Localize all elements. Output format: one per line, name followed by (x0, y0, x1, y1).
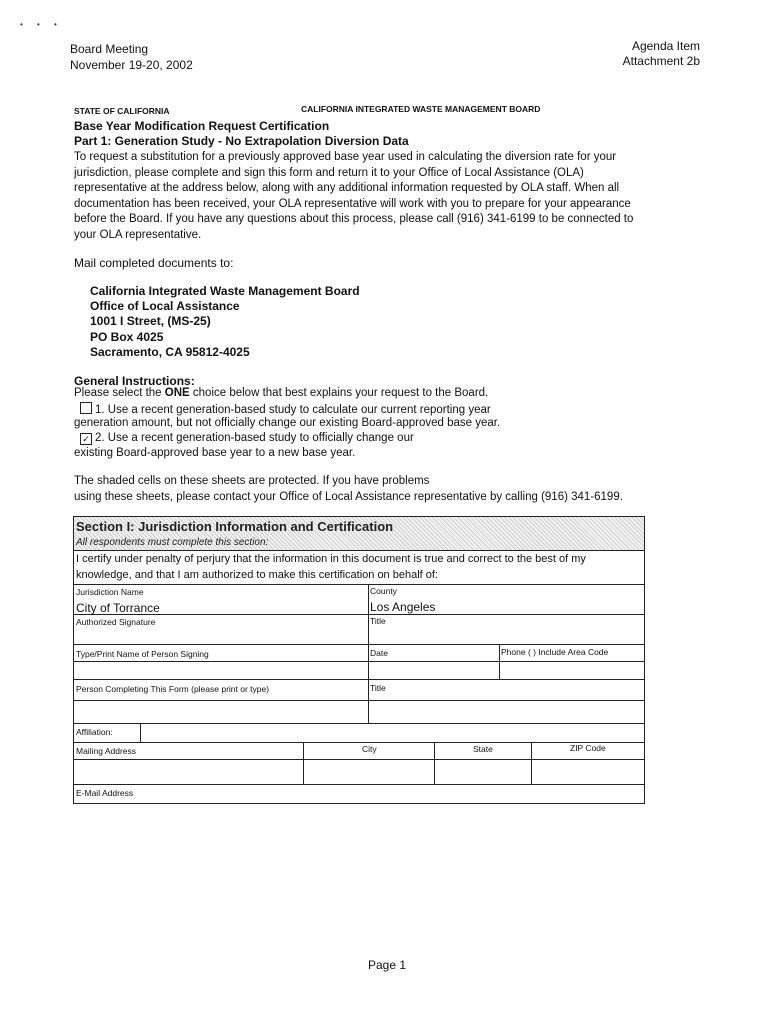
instructions-text-pre: Please select the (74, 387, 165, 399)
scan-artifact: • • • (20, 20, 63, 29)
column-divider (434, 742, 435, 784)
state-field-label: State (473, 744, 493, 754)
protected-cells-note (74, 474, 623, 505)
intro-line: before the Board. If you have any questions about this process, please call (916) 341-6199 to be connected to (74, 213, 634, 226)
meeting-title: Board Meeting (70, 42, 149, 56)
zip-code-label: ZIP Code (570, 743, 606, 753)
column-divider (303, 742, 304, 784)
mailing-address-label: Mailing Address (76, 746, 137, 756)
row-divider (74, 644, 644, 645)
page-number: Page 1 (368, 958, 407, 972)
note-line: using these sheets, please contact your Office of Local Assistance representative by calling (916) 341-6199. (74, 490, 623, 503)
section-header (74, 517, 644, 551)
address-line: 1001 I Street, (MS-25) (90, 314, 211, 329)
row-divider (74, 679, 644, 680)
option-2-label: 2. Use a recent generation-based study to officially change our (95, 432, 414, 444)
county-label: County (370, 586, 397, 596)
meeting-date: November 19-20, 2002 (70, 58, 193, 72)
authorized-signature-label: Authorized Signature (76, 617, 156, 627)
agenda-header (623, 39, 700, 69)
row-divider (74, 584, 644, 585)
intro-line: representative at the address below, along with any additional information requested by OLA staff. When all (74, 182, 620, 195)
email-address-label: E-Mail Address (76, 788, 134, 798)
row-divider (74, 723, 644, 724)
column-divider (368, 584, 369, 723)
option-2 (80, 432, 414, 445)
instructions-title: General Instructions: (74, 374, 195, 388)
intro-line: jurisdiction, please complete and sign this form and return it to your Office of Local Assistance (OLA) (74, 166, 584, 179)
print-name-label: Type/Print Name of Person Signing (76, 649, 209, 659)
option-1 (80, 402, 491, 416)
row-divider (74, 700, 644, 701)
board-label: CALIFORNIA INTEGRATED WASTE MANAGEMENT BOARD (301, 104, 541, 114)
option-1-checkbox[interactable] (80, 402, 92, 414)
jurisdiction-name-label: Jurisdiction Name (76, 587, 144, 597)
mailing-address-block (90, 284, 360, 360)
instructions-text-post: choice below that best explains your request to the Board. (189, 387, 489, 399)
option-1-label: 1. Use a recent generation-based study to calculate our current reporting year (95, 404, 491, 416)
cert-line: I certify under penalty of perjury that the information in this document is true and correct to the best of my (76, 553, 586, 565)
intro-line: documentation has been received, your OLA representative will work with you to prepare for your appearance (74, 197, 631, 210)
title-label: Title (370, 616, 386, 626)
phone-label: Phone ( ) Include Area Code (501, 647, 609, 657)
row-divider (74, 661, 644, 662)
completer-label: Person Completing This Form (please print or type) (76, 684, 270, 694)
section-title: Section I: Jurisdiction Information and Certification (76, 519, 394, 534)
column-divider (531, 742, 532, 784)
attachment-label: Attachment 2b (622, 54, 700, 68)
section-subtitle: All respondents must complete this section: (76, 537, 269, 548)
option-1-continued: generation amount, but not officially change our existing Board-approved base year. (74, 417, 501, 429)
completer-title-label: Title (370, 683, 386, 693)
row-divider (74, 742, 644, 743)
instructions-text-bold: ONE (164, 387, 190, 399)
instructions-text (74, 387, 488, 399)
intro-paragraph (74, 150, 654, 244)
meeting-header (70, 41, 193, 73)
column-divider (140, 723, 141, 742)
address-line: PO Box 4025 (90, 329, 164, 344)
city-label: City (362, 744, 377, 754)
option-2-checkbox[interactable]: ✓ (80, 433, 92, 445)
certification-statement (76, 552, 636, 583)
intro-line: To request a substitution for a previously approved base year used in calculating the diversion rate for your (74, 151, 617, 163)
agenda-item: Agenda Item (631, 39, 700, 53)
jurisdiction-form (73, 516, 645, 804)
intro-line: your OLA representative. (74, 228, 202, 241)
form-title: Base Year Modification Request Certification (74, 119, 330, 133)
state-label: STATE OF CALIFORNIA (74, 106, 170, 116)
cert-line: knowledge, and that I am authorized to make this certification on behalf of: (76, 568, 438, 581)
column-divider (499, 644, 500, 679)
address-line: California Integrated Waste Management Board (90, 284, 360, 298)
date-label: Date (370, 648, 388, 658)
county-field[interactable]: Los Angeles (370, 600, 436, 614)
jurisdiction-name-field[interactable]: City of Torrance (76, 601, 160, 615)
affiliation-label: Affiliation: (76, 727, 113, 737)
address-line: Sacramento, CA 95812-4025 (90, 344, 250, 359)
address-line: Office of Local Assistance (90, 299, 240, 314)
mail-label: Mail completed documents to: (74, 256, 234, 270)
note-line: The shaded cells on these sheets are protected. If you have problems (74, 475, 430, 487)
row-divider (74, 759, 644, 760)
form-subtitle: Part 1: Generation Study - No Extrapolation Diversion Data (74, 134, 409, 148)
option-2-continued: existing Board-approved base year to a new base year. (74, 447, 356, 459)
row-divider (74, 784, 644, 785)
